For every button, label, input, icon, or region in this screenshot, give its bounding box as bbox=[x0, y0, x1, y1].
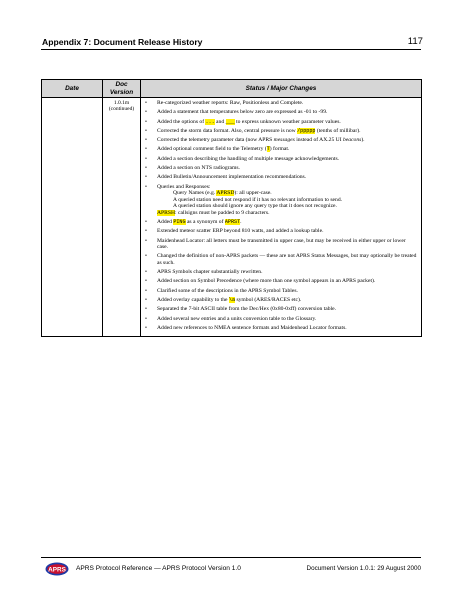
list-item: • Added the options of ... and ___ to express unknown weather parameter values. bbox=[141, 119, 418, 126]
list-item: • Added a statement that temperatures below zero are expressed as -01 to -99. bbox=[141, 109, 418, 116]
list-item: • Re-categorized weather reports: Raw, Positionless and Complete. bbox=[141, 100, 418, 107]
highlighted-code: ... bbox=[205, 118, 215, 125]
list-item: • Added section on Symbol Precedence (where more than one symbol appears in an APRS packet). bbox=[141, 278, 418, 285]
logo-text: APRS bbox=[48, 566, 66, 574]
list-item: • Maidenhead Locator: all letters must be transmitted in upper case, but may be received in either upper or lower case. bbox=[141, 238, 418, 251]
date-cell bbox=[42, 98, 103, 337]
highlighted-code: ___ bbox=[225, 118, 235, 125]
list-item: • Added overlay capability to the \a symbol (ARES/RACES etc). bbox=[141, 297, 418, 304]
column-header-date: Date bbox=[42, 80, 103, 98]
page-number: 117 bbox=[407, 36, 423, 47]
list-item: • Changed the definition of non-APRS packets — these are not APRS Status Messages, but may optionally be treated as such. bbox=[141, 253, 418, 266]
highlighted-code: APRSH bbox=[157, 209, 176, 216]
table-header-row bbox=[42, 80, 422, 98]
highlighted-code: PING bbox=[173, 218, 186, 225]
footer-version: Document Version 1.0.1: 29 August 2000 bbox=[306, 565, 421, 572]
list-item: • Added several new entries and a units conversion table to the Glossary. bbox=[141, 316, 418, 323]
list-item: • Added Bulletin/Announcement implementation recommendations. bbox=[141, 174, 418, 181]
list-item: • Added a section describing the handling of multiple message acknowledgements. bbox=[141, 156, 418, 163]
list-item: • Added optional comment field to the Telemetry (T) format. bbox=[141, 146, 418, 153]
release-history-table bbox=[41, 79, 422, 337]
list-item: • Added a section on NTS radiograms. bbox=[141, 165, 418, 172]
highlighted-code: APRST bbox=[224, 218, 241, 225]
list-item: • APRS Symbols chapter substantially rewritten. bbox=[141, 269, 418, 276]
highlighted-code: APRSD bbox=[216, 190, 235, 197]
column-header-status: Status / Major Changes bbox=[141, 80, 422, 98]
aprs-logo-icon bbox=[45, 562, 69, 576]
version-number: 1.0.1m bbox=[113, 100, 130, 106]
footer-title: APRS Protocol Reference — APRS Protocol Version 1.0 bbox=[76, 565, 241, 572]
version-cell bbox=[103, 98, 141, 337]
list-item: • Added new references to NMEA sentence formats and Maidenhead Locator formats. bbox=[141, 325, 418, 332]
table-row bbox=[42, 98, 422, 337]
version-note: (continued) bbox=[108, 106, 135, 113]
highlighted-code: \a bbox=[228, 297, 236, 304]
header-rule bbox=[41, 49, 421, 50]
list-item: • Queries and Responses: Query Names (e.g. APRSD): all upper-case. A queried station need not respond if it has no relevant information to send. A queried station should ignore any query type that it does not recognize. APRSH: callsigns must be padded to 9 characters. bbox=[141, 184, 418, 217]
page-header-title: Appendix 7: Document Release History bbox=[42, 37, 203, 47]
column-header-version: Doc Version bbox=[103, 80, 141, 98]
list-item: • Separated the 7-bit ASCII table from the Dec/Hex (0x80-0xff) conversion table. bbox=[141, 306, 418, 313]
list-item: • Extended meteor scatter ERP beyond 810 watts, and added a lookup table. bbox=[141, 228, 418, 235]
changes-list bbox=[141, 98, 421, 336]
changes-cell bbox=[141, 98, 422, 337]
footer-rule bbox=[41, 557, 421, 558]
list-item: • Clarified some of the descriptions in the APRS Symbol Tables. bbox=[141, 288, 418, 295]
list-item: • Corrected the telemetry parameter data (now APRS messages instead of AX.25 UI beacons). bbox=[141, 137, 418, 144]
highlighted-code: T bbox=[266, 146, 270, 153]
list-item: • Added PING as a synonym of APRST. bbox=[141, 219, 418, 226]
list-item: • Corrected the storm data format. Also, central pressure is now /ppppp (tenths of millibar). bbox=[141, 128, 418, 135]
highlighted-code: /ppppp bbox=[297, 127, 316, 134]
